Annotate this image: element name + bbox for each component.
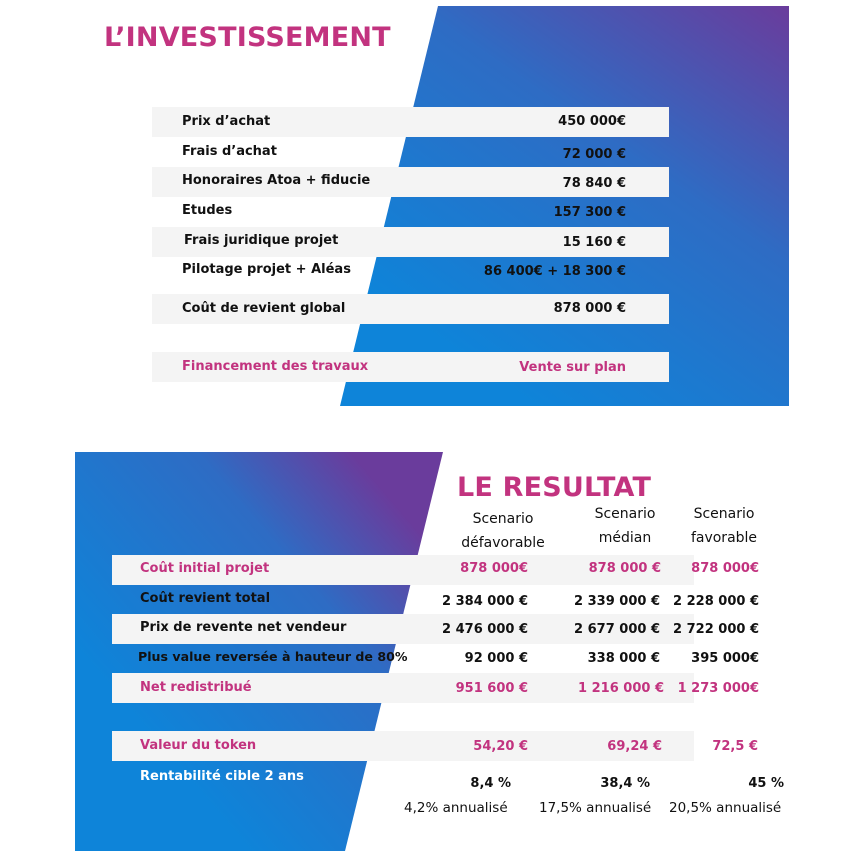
financing-value: Vente sur plan — [519, 360, 626, 375]
result-value: 2 228 000 € — [673, 594, 759, 609]
investment-value: 157 300 € — [553, 205, 626, 220]
investment-label: Etudes — [182, 203, 233, 218]
scenario-header-line2: médian — [598, 530, 652, 546]
result-value: 92 000 € — [464, 651, 528, 666]
result-value: 54,20 € — [473, 739, 528, 754]
financing-label: Financement des travaux — [182, 359, 369, 374]
result-value: 72,5 € — [712, 739, 758, 754]
scenario-header-line2: défavorable — [461, 535, 545, 551]
result-value: 38,4 % — [600, 776, 650, 791]
investment-label: Frais juridique projet — [184, 233, 339, 248]
investment-label: Frais d’achat — [182, 144, 277, 159]
result-label: Coût revient total — [140, 591, 271, 606]
result-label: Valeur du token — [140, 738, 257, 753]
investment-value: 78 840 € — [562, 176, 626, 191]
result-value: 951 600 € — [455, 681, 528, 696]
scenario-header-line1: Scenario — [472, 511, 534, 527]
resultat-title: LE RESULTAT — [457, 472, 652, 503]
investment-value: 86 400€ + 18 300 € — [483, 264, 626, 279]
investment-label: Coût de revient global — [182, 301, 346, 316]
investment-value: 72 000 € — [562, 147, 626, 162]
result-value: 878 000€ — [460, 561, 528, 576]
investment-label: Prix d’achat — [182, 114, 271, 129]
annualized-value: 20,5% annualisé — [669, 800, 782, 816]
result-value: 69,24 € — [607, 739, 662, 754]
scenario-header-favorable — [670, 502, 778, 550]
investment-value: 878 000 € — [553, 301, 626, 316]
result-label: Net redistribué — [140, 680, 252, 695]
result-value: 2 677 000 € — [574, 622, 660, 637]
result-value: 338 000 € — [587, 651, 660, 666]
annualized-value: 4,2% annualisé — [404, 800, 508, 816]
result-label: Prix de revente net vendeur — [140, 620, 347, 635]
scenario-header-line2: favorable — [690, 530, 758, 546]
result-label: Rentabilité cible 2 ans — [140, 769, 304, 784]
result-label: Coût initial projet — [140, 561, 270, 576]
scenario-header-line1: Scenario — [693, 506, 755, 522]
investment-label: Pilotage projet + Aléas — [182, 262, 351, 277]
investment-label: Honoraires Atoa + fiducie — [182, 173, 371, 188]
result-value: 2 722 000 € — [673, 622, 759, 637]
result-value: 2 339 000 € — [574, 594, 660, 609]
result-label: Plus value reversée à hauteur de 80% — [138, 649, 408, 664]
result-value: 8,4 % — [470, 776, 511, 791]
result-value: 45 % — [748, 776, 784, 791]
investment-value: 15 160 € — [562, 235, 626, 250]
investissement-title: L’INVESTISSEMENT — [104, 22, 391, 53]
result-value: 395 000€ — [691, 651, 759, 666]
result-value: 2 476 000 € — [442, 622, 528, 637]
result-value: 878 000€ — [691, 561, 759, 576]
result-value: 1 273 000€ — [677, 681, 759, 696]
annualized-value: 17,5% annualisé — [539, 800, 652, 816]
scenario-header-line1: Scenario — [594, 506, 656, 522]
scenario-header-defavorable — [440, 507, 566, 555]
result-value: 2 384 000 € — [442, 594, 528, 609]
scenario-header-median — [570, 502, 680, 550]
result-value: 1 216 000 € — [578, 681, 664, 696]
investment-value: 450 000€ — [558, 114, 626, 129]
result-value: 878 000 € — [588, 561, 661, 576]
